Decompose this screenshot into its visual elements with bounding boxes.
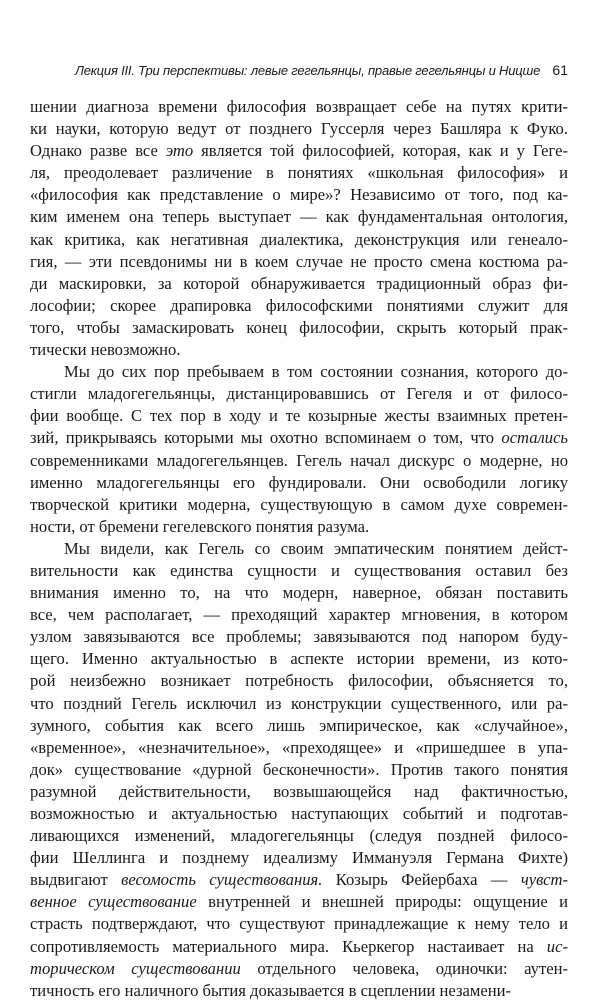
text-line <box>30 803 568 825</box>
text-segment: тичность его наличного бытия доказывается в сцеплении незамени- <box>30 980 512 1000</box>
text-segment: Козырь Фейербаха — <box>322 870 521 890</box>
text-segment: рой неизбежно возникает потребность философии, объясняется то, <box>30 671 568 691</box>
text-segment: фии Шеллинга и позднему идеализму Иммануэля Германа Фихте) <box>30 848 568 868</box>
text-segment: современниками младогегельянцев. Гегель начал дискурс о модерне, но <box>30 450 568 470</box>
text-segment: док» существование «дурной бесконечности». Против такого понятия <box>30 759 568 779</box>
text-segment: отдельного человека, одиночки: аутен- <box>240 958 568 978</box>
text-segment: Мы видели, как Гегель со своим эмпатическим понятием дейст- <box>64 538 568 558</box>
text-segment: шении диагноза времени философия возвращает себе на путях крити- <box>30 97 568 116</box>
text-line <box>30 295 568 317</box>
text-segment: ки науки, которую ведут от позднего Гуссерля через Башляра к Фуко. <box>30 119 568 139</box>
text-line <box>30 847 568 869</box>
text-line <box>30 737 568 759</box>
text-line <box>30 538 568 560</box>
text-line <box>30 361 568 383</box>
text-line <box>30 427 568 449</box>
text-segment: того, чтобы замаскировать конец философии, скрыть который прак- <box>30 317 568 337</box>
text-segment: зумного, события как всего лишь эмпирическое, как «случайное», <box>30 715 568 735</box>
text-line <box>30 913 568 935</box>
text-line <box>30 626 568 648</box>
text-line <box>30 140 568 162</box>
text-line <box>30 980 568 1002</box>
text-segment: все, чем располагает, — преходящий характер мгновения, в котором <box>30 605 568 625</box>
text-segment: щего. Именно актуальностью в аспекте истории времени, из кото- <box>30 649 568 669</box>
text-segment: именно младогегельянцы его фундировали. Они освободили логику <box>30 472 568 492</box>
italic-text-segment: торическом существовании <box>30 958 241 978</box>
body-text <box>30 96 568 1002</box>
text-segment: лософии; скорее драпировка философскими понятиями служит для <box>30 295 568 315</box>
text-line <box>30 317 568 339</box>
text-line <box>30 715 568 737</box>
page-number: 61 <box>552 62 568 78</box>
text-line <box>30 472 568 494</box>
text-segment: внимания именно то, на что модерн, наверное, обязан поставить <box>30 583 568 603</box>
text-line <box>30 648 568 670</box>
text-segment: Однако разве все <box>30 141 166 161</box>
text-segment: тически невозможно. <box>30 340 181 360</box>
text-segment: стигли младогегельянцы, дистанцировавшись от Гегеля и от филосо- <box>30 384 568 404</box>
text-segment: внутренней и внешней природы: ощущение и <box>196 892 568 912</box>
text-segment: «временное», «незначительное», «преходящее» и «пришедшее в упа- <box>30 737 568 757</box>
text-line <box>30 96 568 118</box>
italic-text-segment: весомость существования. <box>121 870 323 890</box>
text-line <box>30 582 568 604</box>
text-segment: сопротивляемость материального мира. Кьеркегор настаивает на <box>30 936 547 956</box>
text-line <box>30 494 568 516</box>
text-segment: ким именем она теперь выступает — как фундаментальная онтология, <box>30 207 568 227</box>
text-line <box>30 251 568 273</box>
text-segment: зий, прикрываясь которыми мы охотно вспоминаем о том, что <box>30 428 502 448</box>
text-line <box>30 693 568 715</box>
text-line <box>30 604 568 626</box>
text-line <box>30 383 568 405</box>
text-line <box>30 869 568 891</box>
italic-text-segment: это <box>165 141 194 161</box>
italic-text-segment: остались <box>501 428 568 448</box>
text-line <box>30 759 568 781</box>
text-line <box>30 958 568 980</box>
text-line <box>30 184 568 206</box>
text-segment: гия, — эти псевдонимы ни в коем случае не просто смена костюма ра- <box>30 251 568 271</box>
text-line <box>30 405 568 427</box>
text-line <box>30 781 568 803</box>
text-line <box>30 560 568 582</box>
text-segment: вительности как единства сущности и существования оставил без <box>30 560 568 580</box>
text-line <box>30 118 568 140</box>
text-line <box>30 229 568 251</box>
text-segment: ности, от бремени гегелевского понятия разума. <box>30 516 370 536</box>
text-line <box>30 891 568 913</box>
running-header: Лекция III. Три перспективы: левые гегельянцы, правые гегельянцы и Ницше <box>75 63 541 78</box>
text-segment: «философия как представление о мире»? Независимо от того, под ка- <box>30 185 568 205</box>
text-line <box>30 936 568 958</box>
text-segment: творческой критики модерна, существующую в самом духе современ- <box>30 494 568 514</box>
text-line <box>30 670 568 692</box>
italic-text-segment: венное существование <box>30 892 197 912</box>
text-segment: ля, преодолевает различение в понятиях «школьная философия» и <box>30 163 568 183</box>
text-segment: ди маскировки, за которой обнаруживается традиционный образ фи- <box>30 273 568 293</box>
text-line <box>30 516 568 538</box>
text-segment: является той философией, которая, как и у Геге- <box>193 141 568 161</box>
text-line <box>30 273 568 295</box>
text-segment: фии вообще. С тех пор в ходу и те козырные жесты взаимных претен- <box>30 406 568 426</box>
text-segment: что поздний Гегель исключил из конструкции существенного, или ра- <box>30 693 568 713</box>
text-segment: как критика, как негативная диалектика, деконструкция или генеало- <box>30 229 568 249</box>
text-segment: ливающихся изменений, младогегельянцы (следуя поздней филосо- <box>30 826 568 846</box>
text-line <box>30 206 568 228</box>
italic-text-segment: чувст- <box>520 870 568 890</box>
text-line <box>30 825 568 847</box>
text-segment: разумной действительности, возвышающейся над фактичностью, <box>30 781 568 801</box>
text-segment: возможностью и актуальностью наступающих событий и подготав- <box>30 804 568 823</box>
text-segment: страсть подтверждают, что существуют принадлежащие к нему тело и <box>30 914 568 934</box>
text-line <box>30 162 568 184</box>
italic-text-segment: ис- <box>546 936 568 956</box>
text-line <box>30 450 568 472</box>
text-segment: Мы до сих пор пребываем в том состоянии сознания, которого до- <box>64 362 568 382</box>
text-line <box>30 339 568 361</box>
text-segment: узлом завязываются все проблемы; завязываются под напором буду- <box>30 627 568 647</box>
text-segment: выдвигают <box>30 870 122 890</box>
